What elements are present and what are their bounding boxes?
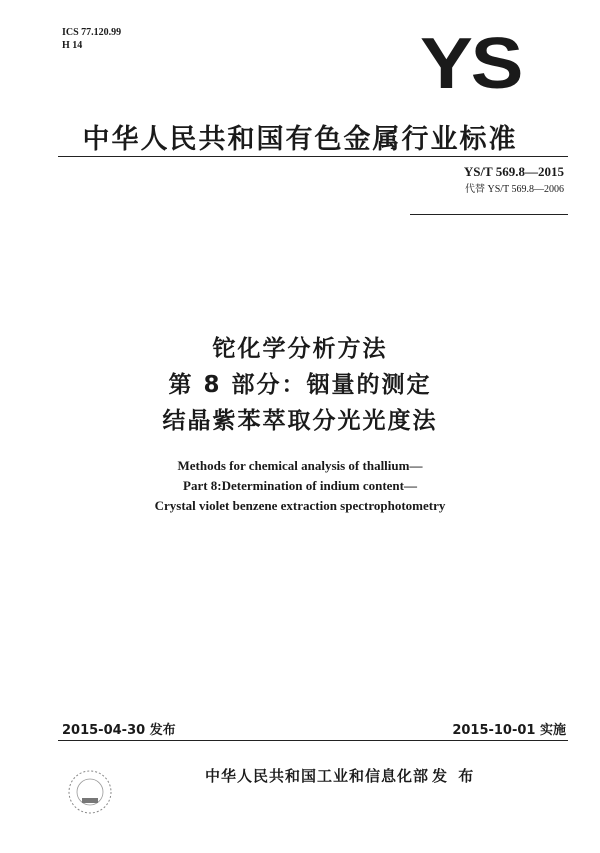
en-title-line3: Crystal violet benzene extraction spectrophotometry [154, 498, 446, 513]
cn-title-line1: 铊化学分析方法 [212, 336, 388, 362]
publish-label: 发 布 [432, 767, 477, 785]
issue-date: 2015-04-30 发布 [62, 723, 176, 738]
cn-title-line2: 第 8 部分：铟量的测定 [168, 372, 432, 398]
top-divider [58, 156, 568, 157]
standard-number: YS/T 569.8—2015 [463, 164, 564, 179]
classification-block [62, 26, 121, 52]
effective-date: 2015-10-01 实施 [452, 723, 566, 738]
ics-code: ICS 77.120.99 [62, 27, 122, 38]
en-title-line1: Methods for chemical analysis of thallium— [177, 458, 423, 473]
publisher: 中华人民共和国工业和信息化部 [205, 767, 430, 785]
bottom-divider [58, 740, 568, 741]
ys-logo: YS [420, 24, 522, 104]
org-title: 中华人民共和国有色金属行业标准 [82, 124, 518, 155]
cn-title-line3: 结晶紫苯萃取分光光度法 [162, 408, 438, 434]
standard-divider [410, 214, 568, 215]
classification-code: H 14 [62, 40, 83, 51]
replaces-standard: 代替 YS/T 569.8—2006 [465, 184, 564, 195]
en-title-line2: Part 8:Determination of indium content— [183, 478, 417, 493]
anti-counterfeit-seal-icon [66, 768, 114, 816]
